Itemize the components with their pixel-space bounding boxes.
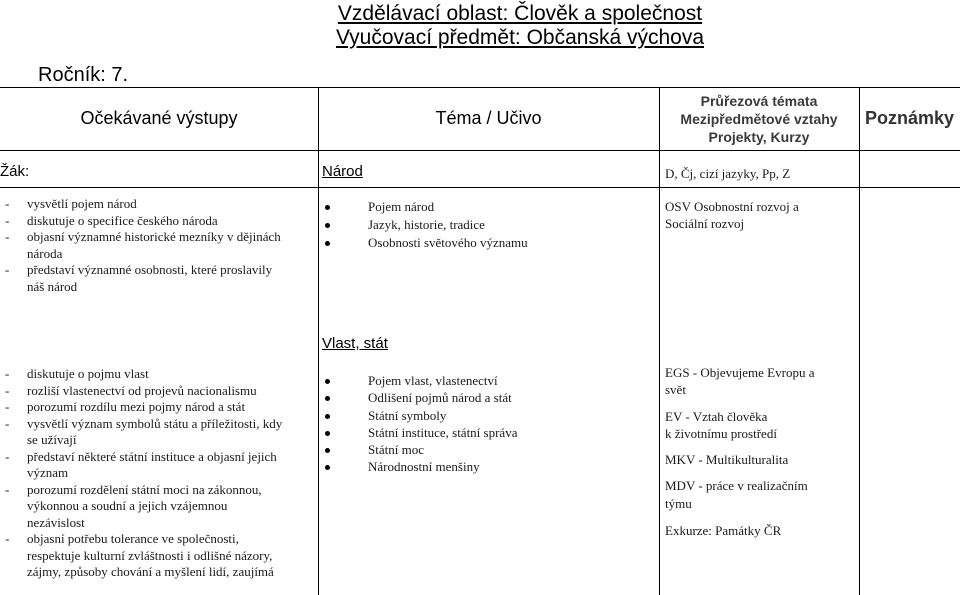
cross-line: Sociální rozvoj [665,216,745,231]
col-header-notes: Poznámky [864,108,955,128]
table-top-border [0,87,960,88]
col-header-cross-line1: Průřezová témata [700,93,818,109]
cross-group-mdv [665,477,814,512]
list-item: Osobnosti světového významu [322,234,528,252]
list-item-continuation: zájmy, způsoby chování a myšlení lidí, zaujímá [27,564,274,579]
list-item-continuation: respektuje kulturní zvláštnosti i odlišné názory, [27,547,273,563]
list-item: - objasní významné historické mezníky v dějinách [5,229,281,244]
cross-line: EV - Vztah člověka [665,408,768,424]
section-cross-header-narod: D, Čj, cizí jazyky, Pp, Z [665,166,791,181]
list-item: - diskutuje o pojmu vlast [5,366,149,381]
cross-group-mkv [665,451,814,468]
row-divider [0,187,960,188]
list-item: Státní instituce, státní správa [322,424,517,441]
list-item: - porozumí rozdělení státní moci na zákonnou, [5,481,262,497]
list-item: - představí významné osobnosti, které proslavily [5,262,273,277]
list-item: - rozliší vlastenectví od projevů nacionalismu [5,382,257,398]
student-label: Žák: [0,163,30,180]
col-header-outcomes: Očekávané výstupy [80,108,238,128]
cross-line: MDV - práce v realizačním [665,478,808,494]
cross-line: svět [665,382,686,398]
col-header-cross-line2: Mezipředmětové vztahy [680,111,838,127]
col-header-cross [659,92,859,146]
col-divider-1 [318,87,319,595]
outcomes-list-narod [5,196,315,295]
section-title-narod: Národ [322,163,363,180]
subject-title: Vyučovací předmět: Občanská výchova [335,26,705,49]
list-item: Pojem vlast, vlastenectví [322,372,517,389]
section-title-vlast-stat: Vlast, stát [322,335,388,352]
cross-list-vlast-stat [665,364,814,539]
grade-label: Ročník: 7. [38,64,129,86]
cross-line: k životnímu prostředí [665,425,777,441]
list-item: - porozumí rozdílu mezi pojmy národ a stát [5,399,246,414]
list-item-continuation: národa [27,245,63,261]
cross-line: týmu [665,495,692,511]
list-item-continuation: význam [27,465,69,480]
col-header-cross-line3: Projekty, Kurzy [708,129,810,145]
list-item: Jazyk, historie, tradice [322,216,528,234]
list-item: - vysvětlí význam symbolů státu a příležitosti, kdy [5,415,283,431]
cross-line: MKV - Multikulturalita [665,452,789,468]
cross-line: OSV Osobnostní rozvoj a [665,199,799,214]
list-item: Pojem národ [322,198,528,216]
list-item: Odlišení pojmů národ a stát [322,389,517,406]
cross-group-exkurze [665,522,814,539]
header-bottom-border [0,150,960,151]
list-item: - vysvětlí pojem národ [5,196,137,211]
area-title: Vzdělávací oblast: Člověk a společnost [337,2,703,25]
list-item: Státní moc [322,441,517,458]
outcomes-list-vlast-stat [5,366,317,581]
col-divider-2 [659,87,660,595]
cross-group-ev [665,408,814,443]
list-item: - objasní potřebu tolerance ve společnosti, [5,531,239,546]
col-header-topic: Téma / Učivo [435,108,542,128]
topics-list-narod [322,198,528,252]
list-item: Národnostní menšiny [322,458,517,475]
cross-line: Exkurze: Památky ČR [665,523,782,539]
list-item-continuation: se užívají [27,432,77,447]
list-item: Státní symboly [322,407,517,424]
cross-group-egs [665,364,814,399]
list-item: - představí některé státní instituce a objasní jejich [5,448,277,464]
col-divider-3 [859,87,860,595]
list-item-continuation: výkonnou a soudní a jejich vzájemnou [27,498,228,513]
cross-line: EGS - Objevujeme Evropu a [665,365,815,380]
cross-list-narod [665,198,799,232]
list-item-continuation: náš národ [27,278,78,294]
list-item-continuation: nezávislost [27,514,85,530]
topics-list-vlast-stat [322,372,517,476]
list-item: - diskutuje o specifice českého národa [5,212,218,228]
